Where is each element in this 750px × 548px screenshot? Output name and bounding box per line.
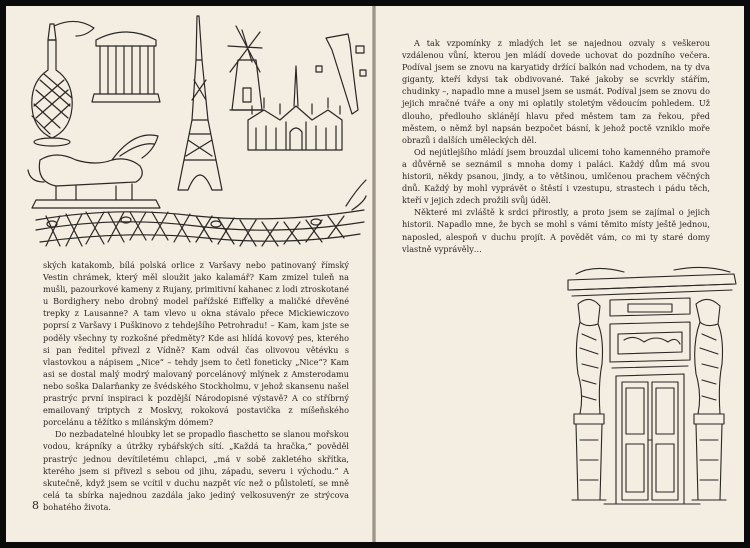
left-page-text [43,259,349,513]
right-caryatid-icon [692,299,726,500]
paragraph: Od nejútlejšího mládí jsem brouzdal ulicemi toho kamenného pramoře a důvěrně se seznámil s mnoha domy i paláci. Každý dům má svou historii, někdy psanou, jindy, a to většinou, umlčenou prachem věčných dnů. Každý by mohl vyprávět o štěstí i vzestupu, strastech i pádu těch, kteří v jejich zdech prožili svůj úděl. [402,146,710,206]
paragraph: Do nezbadatelné hloubky let se propadlo fiaschetto se slanou mořskou vodou, krápníky a útržky rybářských sítí. „Každá ta hračka,“ pověděl prastrýc jednou devítiletému chlapci, „má v sobě zakletého skřítka, kterého jsem si přivezl s sebou od jihu, západu, severu i východu.“ A skutečně, když jsem se vcítil v duchu nazpět víc než o půlstoletí, se mně celá ta sbírka najednou zazdála jako jediný velkosuvenýr ze strýcova bohatého života. [43,429,349,512]
eiffel-tower-icon [178,16,222,190]
souvenirs-illustration [16,10,368,254]
paragraph: Některé mi zvláště k srdci přirostly, a proto jsem se zajímal o jejich historii. Napadlo mne, že bych se mohl s vámi těmito místy ještě jednou, naposled, alespoň v duchu projít. A povědět vám, co mi ty staré domy vlastně vyprávěly… [402,207,710,254]
paragraph: ských katakomb, bílá polská orlice z Varšavy nebo patinovaný římský Vestin chrámek, který měl sloužit jako kalamář? Kam zmizel tuleň na mušli, pazourkové kameny z Rujany, primitivní kahanec z lodi ztroskotané u Bordighery nebo drobný model pařížské Eiffelky a maličké dřevěné trepky z Lausanne? A tam vlevo u okna stávalo přece Mickiewiczovo poprsí z Varšavy i Puškinovo z tehdejšího Petrohradu! – Kam, kam jste se poděly všechny ty rozkošné předměty? Kde asi hlídá kovový pes, kterého si pan ředitel přivezl z Vídně? Kam odvál čas olivovou větévku s vlastovkou a nápisem „Nice“ – tehdy jsem to četl foneticky „Nice“? Kam asi se dostal malý modrý malovaný porcelánový mlýnek z Amsterodamu nebo soška Dalarňanky ze švédského Stockholmu, v jehož skansenu našel prastrýc první inspiraci k pozdější Národopisné výstavě? A co stříbrný emailovaný triptych z Moskvy, rokoková postavička z míšeňského porcelánu a těžítko s milánským dómem? [43,260,349,428]
right-page-text [402,37,710,255]
fiaschetto-bottle-icon [32,21,94,146]
windmill-icon [228,26,264,110]
fishing-net-icon [36,180,366,246]
temple-icon [92,32,160,102]
left-caryatid-icon [572,299,606,500]
left-page [6,6,372,542]
paragraph: A tak vzpomínky z mladých let se najednou ozvaly s veškerou vzdálenou vůní, kterou jen mládí dovede uchovat do pozdního večera. Podíval jsem se znovu na karyatidy držící balkón nad vchodem, na ty dva giganty, kteří kdysi tak obdivované. Také jakoby se scvrkly stářím, chudinky –, napadlo mne a musel jsem se usmát. Podíval jsem se znovu do jejich mračné tváře a ony mi oplatily stoletým vědoucím pohledem. Už dlouho, předlouho sklánějí hlavu před městem tam za řekou, před městem, o němž byl napsán bezpočet básní, k jehož poctě vzniklo moře obrazů i dalších uměleckých děl. [402,38,710,145]
stalactite-icon [316,34,366,114]
right-page [376,6,744,542]
page-number: 8 [32,499,39,512]
caryatid-portal-illustration [564,264,740,510]
door-icon [616,374,684,504]
